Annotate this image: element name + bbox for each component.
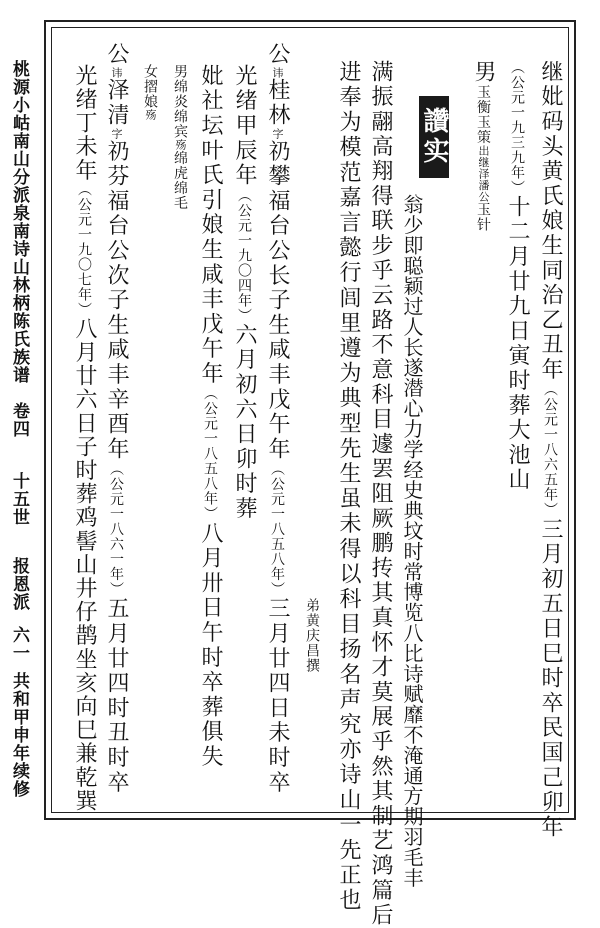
year-note: （公元一八五八年） (269, 461, 285, 597)
adoption-note: 出继泽潘公 (477, 144, 490, 203)
text-column (70, 64, 98, 813)
column-text: 桂林 (265, 78, 290, 128)
text-column (196, 64, 224, 769)
column-text: 十二月廿九日寅时葬大池山 (505, 195, 530, 493)
column-text: 公 (104, 42, 129, 67)
column-text: 继妣码头黄氏 (538, 60, 563, 209)
column-text: 八月廿六日子时葬鸡髻山井仔鹊坐亥向巳兼乾巽 (72, 317, 97, 813)
column-text: 八月卅日午时卒葬俱失 (198, 521, 223, 770)
text-column (366, 60, 394, 928)
name-text: 绵炎 (172, 79, 188, 109)
year-note: （公元一八五八年） (202, 386, 218, 522)
volume-label: 卷四 (9, 402, 29, 438)
year-note: （公元一九〇七年） (76, 182, 92, 317)
generation-label: 十五世 (9, 472, 29, 526)
year-note: （公元一九〇四年） (236, 188, 252, 323)
text-column (166, 64, 194, 211)
name-text: 玉策 (475, 114, 491, 145)
section-title: 讚实 (419, 96, 449, 178)
author-text: 弟黄庆昌 (304, 598, 320, 658)
column-text: 公 (265, 42, 290, 67)
column-text: 妣社坛叶氏引娘生咸丰戊午年 (198, 64, 223, 387)
honorific-note: 讳 (271, 66, 284, 79)
column-text: 光绪甲辰年 (232, 64, 257, 188)
text-column (230, 64, 258, 521)
column-text: 六月初六日卯时葬 (232, 323, 257, 522)
text-column (334, 60, 362, 913)
text-column (536, 60, 564, 840)
honorific-note: 字 (110, 127, 123, 140)
genealogy-title: 桃源小岵南山分派泉南诗山林柄陈氏族谱 (9, 60, 29, 384)
text-column (102, 42, 130, 795)
text-column (263, 42, 291, 795)
name-text: 玉针 (475, 202, 491, 233)
column-text: 进奉为模范嘉言懿行闾里遵为典型先生虽未得以科目扬名声究亦诗山一先正也 (336, 60, 361, 914)
column-text: 满振翮高翔得联步乎云路不意科目遽罢阻厥鹏抟其真怀才莫展乎然其制艺鸿篇后 (368, 60, 393, 928)
column-text: 三月廿四日未时卒 (265, 596, 290, 796)
column-text: 泽清 (104, 78, 129, 128)
name-text: 绵毛 (172, 180, 188, 211)
column-text: 女 (142, 64, 158, 79)
year-note: （公元一九三九年） (509, 60, 525, 195)
branch-label: 报恩派 (9, 557, 29, 611)
column-text: 翁少即聪颖过人长遂潜心力学经史典坟时常博览八比诗赋靡不淹通方期羽毛丰 (400, 194, 424, 888)
text-column (136, 64, 164, 121)
year-note: （公元一八六一年） (108, 461, 124, 597)
column-text: 福台公长子生咸丰戊午年 (265, 189, 290, 462)
column-text: 男 (471, 60, 496, 85)
honorific-note: 字 (271, 127, 284, 140)
column-text: 娘生同治乙丑年 (538, 208, 563, 383)
column-text: 礽攀 (265, 139, 290, 190)
name-text: 绵虎 (172, 150, 188, 181)
year-note: （公元一八六五年） (542, 382, 558, 518)
text-column (469, 60, 497, 232)
author-text: 撰 (304, 658, 320, 673)
edition-label: 共和甲申年续修 (9, 672, 29, 798)
column-text: 福台公次子生咸丰辛酉年 (104, 189, 129, 462)
death-note: 殇 (144, 109, 157, 121)
text-column (298, 598, 326, 673)
name-text: 绵宾 (172, 109, 188, 139)
page-sidebar (6, 60, 32, 820)
column-text: 光绪丁未年 (72, 64, 97, 182)
death-note: 殇 (174, 139, 187, 151)
honorific-note: 讳 (110, 66, 123, 79)
column-text: 礽芬 (104, 139, 129, 190)
page-number: 六一 (9, 626, 29, 662)
name-text: 摺娘 (142, 79, 158, 109)
text-column (398, 194, 426, 888)
column-text: 五月廿四时丑时卒 (104, 596, 129, 796)
column-text: 三月初五日巳时卒民国己卯年 (538, 517, 563, 840)
text-column (503, 60, 531, 493)
column-text: 男 (172, 64, 188, 79)
name-text: 玉衡 (475, 84, 491, 115)
